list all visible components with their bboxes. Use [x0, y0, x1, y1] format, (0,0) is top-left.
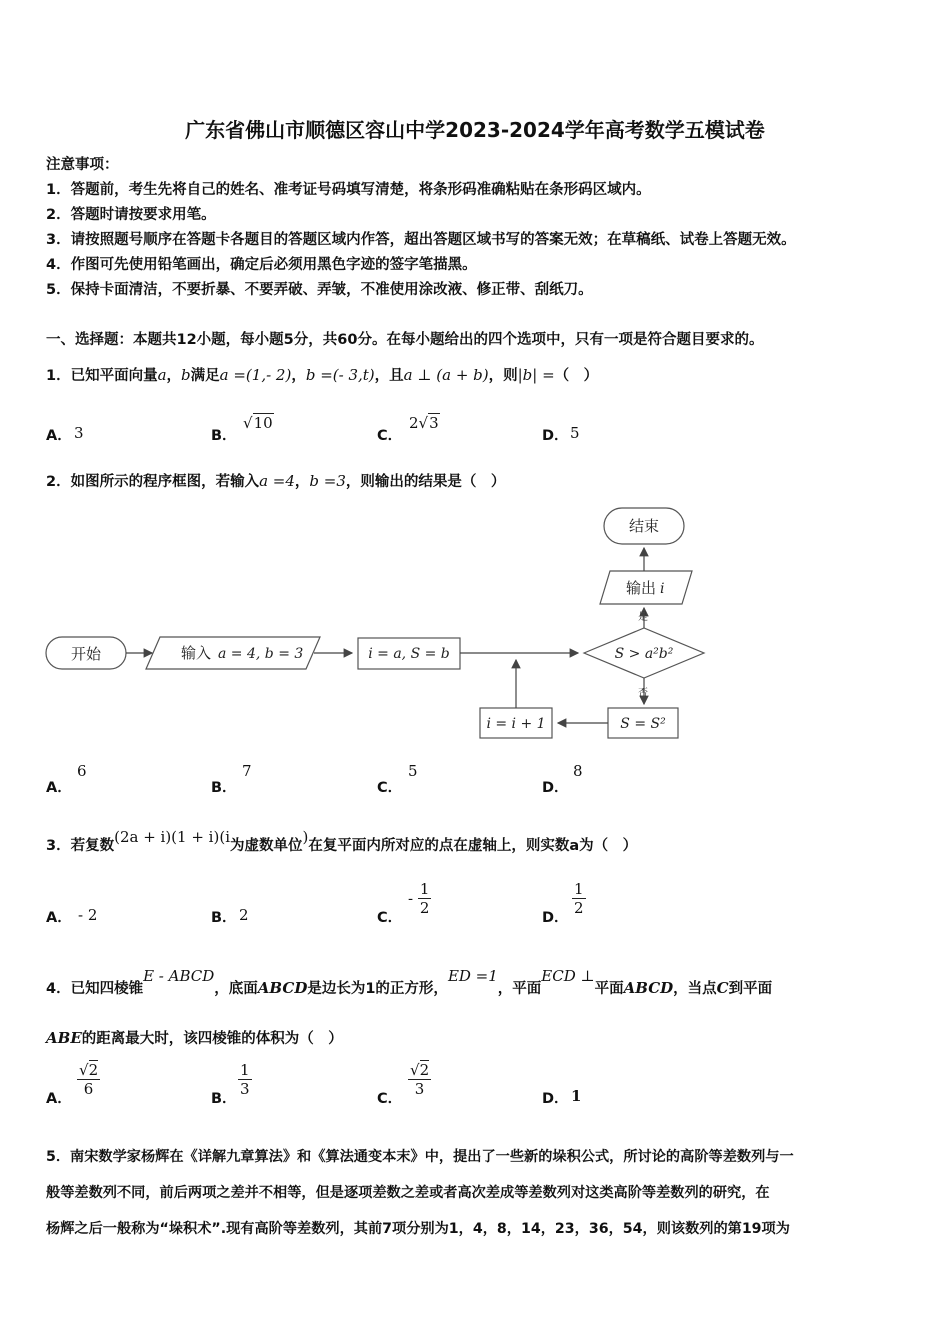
q4-text: 到平面: [728, 981, 773, 997]
q1-option-b-label: B．: [211, 428, 237, 444]
q2-text: 2．如图所示的程序框图，若输入: [46, 474, 260, 490]
q4-option-c-label: C．: [377, 1091, 403, 1107]
flow-decision-text: S > a²b²: [614, 646, 674, 662]
fraction-numerator: 1: [574, 880, 584, 898]
q1-text: ，: [166, 368, 182, 384]
q4-option-a-fraction: [77, 1061, 100, 1098]
q3-option-d-fraction: [572, 880, 586, 917]
q3-option-c-fraction: [418, 880, 432, 917]
notice-item: 3．请按照题号顺序在答题卡各题目的答题区域内作答，超出答题区域书写的答案无效；在草稿纸、试卷上答题无效。: [46, 232, 796, 248]
question-1: [46, 364, 598, 385]
q4-text: ，当点: [673, 981, 717, 997]
flow-increment-text: i = i + 1: [486, 716, 546, 732]
q1-option-b-value: √10: [243, 414, 273, 432]
q1-text: 1．已知平面向量: [46, 368, 158, 384]
q3-text: 在复平面内所对应的点在虚轴上，则实数a为（ ）: [308, 838, 638, 854]
question-2: [46, 470, 505, 491]
q1-condition-a: a =(1,- 2): [219, 366, 292, 384]
q1-option-b-radicand: 10: [253, 414, 273, 432]
q3-option-d-label: D．: [542, 910, 569, 926]
q3-option-c-sign: -: [408, 889, 414, 908]
q1-option-c-label: C．: [377, 428, 403, 444]
notice-heading: 注意事项：: [46, 157, 119, 173]
q2-input-b: b =3: [309, 472, 346, 490]
q4-option-b-fraction: [238, 1061, 252, 1098]
q4-base: ABCD: [257, 979, 308, 997]
flow-start-text: 开始: [70, 645, 102, 663]
q2-text: ，: [294, 474, 310, 490]
fraction-denominator: 3: [414, 1080, 425, 1098]
q2-option-a-label: A．: [46, 780, 72, 796]
q1-option-c-value: 2√3: [409, 414, 439, 432]
q4-option-d-value: 1: [571, 1087, 582, 1105]
q4-option-a-label: A．: [46, 1091, 72, 1107]
q3-option-a-value: - 2: [78, 906, 98, 924]
q4-text: 平面: [594, 981, 624, 997]
q3-option-c-value: [408, 880, 431, 917]
flow-no-label: 否: [638, 688, 648, 699]
q1-option-a-label: A．: [46, 428, 72, 444]
section-heading: 一、选择题：本题共12小题，每小题5分，共60分。在每小题给出的四个选项中，只有一项是符合题目要求的。: [46, 332, 764, 348]
q1-option-c-coefficient: 2: [409, 414, 419, 432]
q4-text: ，平面: [497, 981, 542, 997]
q4-text: 的距离最大时，该四棱锥的体积为（ ）: [81, 1031, 343, 1047]
q2-option-c-label: C．: [377, 780, 403, 796]
q1-condition-b: b =(- 3,t): [305, 366, 375, 384]
q3-option-d-value: [572, 880, 586, 917]
q3-text: 3．若复数: [46, 838, 115, 854]
q1-text: （ ）: [554, 368, 599, 384]
question-4: [46, 965, 773, 997]
flow-output-label: 输出: [626, 579, 657, 597]
flow-end-text: 结束: [628, 517, 660, 535]
q4-text: 是边长为1的正方形，: [307, 981, 448, 997]
q4-point-c: C: [716, 979, 729, 997]
q3-option-c-label: C．: [377, 910, 403, 926]
q1-option-c-radicand: 3: [429, 414, 439, 432]
notice-item: 5．保持卡面清洁，不要折暴、不要弄破、弄皱，不准使用涂改液、修正带、刮纸刀。: [46, 282, 593, 298]
fraction-numerator: √2: [79, 1061, 99, 1079]
q1-condition-perp: a ⊥ (a + b): [403, 366, 489, 384]
q1-vector-b: b: [181, 366, 191, 384]
q4-ed: ED =1: [447, 967, 498, 985]
q4-option-c-fraction: [408, 1061, 431, 1098]
fraction-denominator: 6: [83, 1080, 94, 1098]
flow-input-label: 输入: [181, 644, 212, 662]
notice-item: 1．答题前，考生先将自己的姓名、准考证号码填写清楚，将条形码准确粘贴在条形码区域内。: [46, 182, 651, 198]
question-4-line2: [46, 1027, 343, 1048]
q2-text: ，则输出的结果是（ ）: [345, 474, 506, 490]
fraction-numerator: √2: [410, 1061, 430, 1079]
flowchart: [40, 500, 720, 750]
page-title: 广东省佛山市顺德区容山中学2023-2024学年高考数学五模试卷: [185, 118, 765, 142]
fraction-denominator: 2: [574, 899, 584, 917]
q3-text: 为虚数单位: [230, 838, 303, 854]
question-3: [46, 826, 638, 854]
q4-text: ，底面: [214, 981, 258, 997]
fraction-numerator: 1: [240, 1061, 250, 1079]
fraction-radicand: 2: [419, 1061, 430, 1079]
q3-option-b-value: 2: [239, 906, 249, 924]
question-5-line: 5．南宋数学家杨辉在《详解九章算法》和《算法通变本末》中，提出了一些新的垛积公式，所讨论的高阶等差数列与一: [46, 1149, 794, 1165]
q3-option-b-label: B．: [211, 910, 237, 926]
q1-text: ，则: [488, 368, 518, 384]
fraction-denominator: 2: [419, 899, 430, 917]
q3-paren: ): [302, 828, 309, 846]
q4-option-a-value: [77, 1061, 100, 1098]
q4-plane: ABCD: [623, 979, 674, 997]
q2-option-d-label: D．: [542, 780, 569, 796]
q4-text: 4．已知四棱锥: [46, 981, 144, 997]
q4-option-d-label: D．: [542, 1091, 569, 1107]
q2-option-c-value: 5: [408, 762, 418, 780]
flow-output-math: i: [660, 581, 665, 597]
question-5-line: 般等差数列不同，前后两项之差并不相等，但是逐项差数之差或者高次差成等差数列对这类高阶等差数列的研究，在: [46, 1185, 770, 1201]
fraction-radicand: 2: [88, 1061, 99, 1079]
flow-assign-text: i = a, S = b: [368, 646, 450, 662]
q1-option-d-label: D．: [542, 428, 569, 444]
flow-square-text: S = S²: [620, 716, 666, 732]
flow-yes-label: 是: [638, 612, 648, 623]
q4-pyramid: E - ABCD: [143, 967, 215, 985]
q1-vector-a: a: [157, 366, 167, 384]
q2-input-a: a =4: [259, 472, 295, 490]
notice-item: 4．作图可先使用铅笔画出，确定后必须用黑色字迹的签字笔描黑。: [46, 257, 477, 273]
q1-magnitude: |b| =: [517, 366, 555, 384]
q1-option-a-value: 3: [74, 424, 84, 442]
q3-option-a-label: A．: [46, 910, 72, 926]
q1-text: 满足: [190, 368, 220, 384]
question-5-line: 杨辉之后一般称为“垛积术”.现有高阶等差数列，其前7项分别为1，4，8，14，23，36，54，则该数列的第19项为: [46, 1221, 790, 1237]
q2-option-a-value: 6: [77, 762, 87, 780]
fraction-denominator: 3: [240, 1080, 250, 1098]
q4-option-b-value: [238, 1061, 252, 1098]
fraction-numerator: 1: [419, 880, 430, 898]
q2-option-d-value: 8: [573, 762, 583, 780]
q1-text: ，且: [374, 368, 404, 384]
q3-expression: (2a + i)(1 + i)(i: [114, 828, 230, 846]
notice-item: 2．答题时请按要求用笔。: [46, 207, 216, 223]
q1-text: ，: [291, 368, 306, 384]
q2-option-b-value: 7: [242, 762, 252, 780]
q2-option-b-label: B．: [211, 780, 237, 796]
q4-option-c-value: [408, 1061, 431, 1098]
q4-plane-abe: ABE: [46, 1029, 82, 1047]
q4-ecd: ECD ⊥: [541, 967, 595, 985]
flow-input-math: a = 4, b = 3: [218, 646, 304, 662]
q4-option-b-label: B．: [211, 1091, 237, 1107]
q1-option-d-value: 5: [570, 424, 580, 442]
